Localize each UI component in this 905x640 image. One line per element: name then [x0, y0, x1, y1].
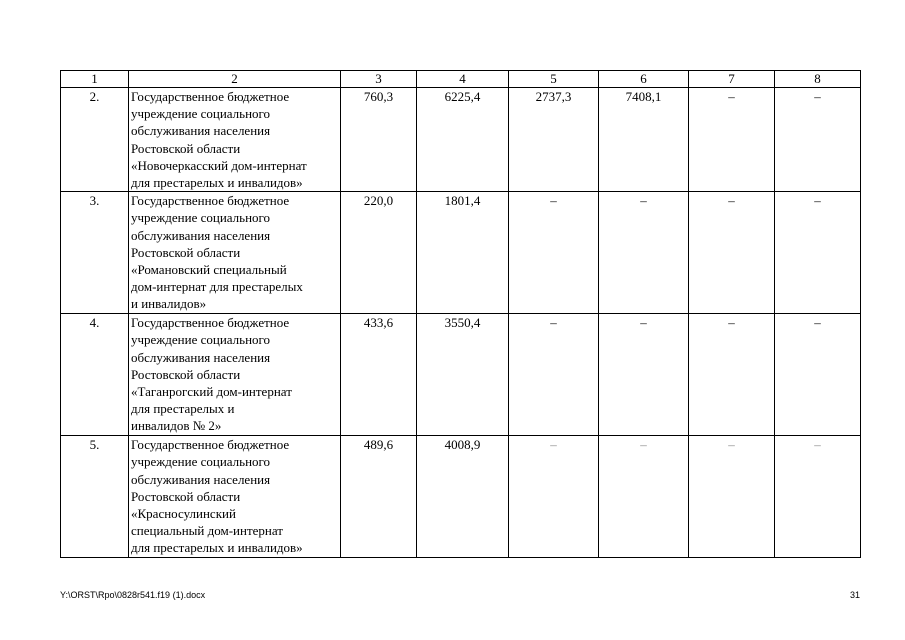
value-col-7: –	[689, 192, 775, 314]
value-col-3: 760,3	[341, 88, 417, 192]
value-col-4: 6225,4	[417, 88, 509, 192]
value-col-5: 2737,3	[509, 88, 599, 192]
name-line: инвалидов № 2»	[131, 418, 222, 434]
value-col-6: 7408,1	[599, 88, 689, 192]
name-line: обслуживания населения	[131, 471, 271, 487]
name-line: Ростовской области	[131, 244, 241, 260]
name-line: «Таганрогский дом-интернат	[131, 384, 292, 400]
name-line: Ростовской области	[131, 140, 241, 156]
name-line: Ростовской области	[131, 488, 241, 504]
header-cell-1: 1	[61, 71, 129, 88]
name-line: Государственное бюджетное	[131, 193, 290, 209]
name-line: обслуживания населения	[131, 349, 271, 365]
institution-name	[129, 88, 341, 192]
name-line: Государственное бюджетное	[131, 315, 290, 331]
header-cell-2: 2	[129, 71, 341, 88]
name-line: «Романовский специальный	[131, 262, 287, 278]
name-line: и инвалидов»	[131, 296, 207, 312]
value-col-4: 1801,4	[417, 192, 509, 314]
header-cell-6: 6	[599, 71, 689, 88]
name-line: для престарелых и инвалидов»	[131, 175, 303, 191]
value-col-6: –	[599, 314, 689, 436]
value-col-8: –	[775, 88, 861, 192]
value-col-5: –	[509, 192, 599, 314]
name-line: Государственное бюджетное	[131, 89, 290, 104]
value-col-6: –	[599, 192, 689, 314]
table-header-row	[61, 71, 861, 88]
row-number: 2.	[61, 88, 129, 192]
name-line: дом-интернат для престарелых	[131, 279, 303, 295]
footer-page-number: 31	[849, 590, 860, 600]
institution-name	[129, 314, 341, 436]
name-line: учреждение социального	[131, 210, 271, 226]
table-row	[61, 314, 861, 436]
institution-name	[129, 192, 341, 314]
value-col-3: 433,6	[341, 314, 417, 436]
value-col-3: 220,0	[341, 192, 417, 314]
header-cell-8: 8	[775, 71, 861, 88]
value-col-4: 3550,4	[417, 314, 509, 436]
name-line: обслуживания населения	[131, 123, 271, 139]
table-row	[61, 436, 861, 558]
header-cell-4: 4	[417, 71, 509, 88]
header-cell-3: 3	[341, 71, 417, 88]
institution-name	[129, 436, 341, 558]
value-col-7: –	[689, 88, 775, 192]
table-row	[61, 88, 861, 192]
name-line: обслуживания населения	[131, 227, 271, 243]
name-line: «Новочеркасский дом-интернат	[131, 157, 307, 173]
value-col-3: 489,6	[341, 436, 417, 558]
name-line: для престарелых и	[131, 401, 235, 417]
data-table	[60, 70, 861, 558]
value-col-7: –	[689, 436, 775, 558]
header-cell-7: 7	[689, 71, 775, 88]
row-number: 3.	[61, 192, 129, 314]
value-col-5: –	[509, 436, 599, 558]
table-row	[61, 192, 861, 314]
name-line: учреждение социального	[131, 106, 271, 122]
value-col-7: –	[689, 314, 775, 436]
name-line: Ростовской области	[131, 366, 241, 382]
name-line: «Красносулинский	[131, 506, 236, 522]
value-col-4: 4008,9	[417, 436, 509, 558]
name-line: учреждение социального	[131, 454, 271, 470]
value-col-8: –	[775, 192, 861, 314]
value-col-5: –	[509, 314, 599, 436]
name-line: учреждение социального	[131, 332, 271, 348]
row-number: 4.	[61, 314, 129, 436]
value-col-6: –	[599, 436, 689, 558]
row-number: 5.	[61, 436, 129, 558]
header-cell-5: 5	[509, 71, 599, 88]
name-line: специальный дом-интернат	[131, 523, 283, 539]
name-line: для престарелых и инвалидов»	[131, 540, 303, 556]
name-line: Государственное бюджетное	[131, 437, 290, 453]
footer-file-path: Y:\ORST\Rpo\0828r541.f19 (1).docx	[60, 590, 206, 600]
value-col-8: –	[775, 436, 861, 558]
value-col-8: –	[775, 314, 861, 436]
